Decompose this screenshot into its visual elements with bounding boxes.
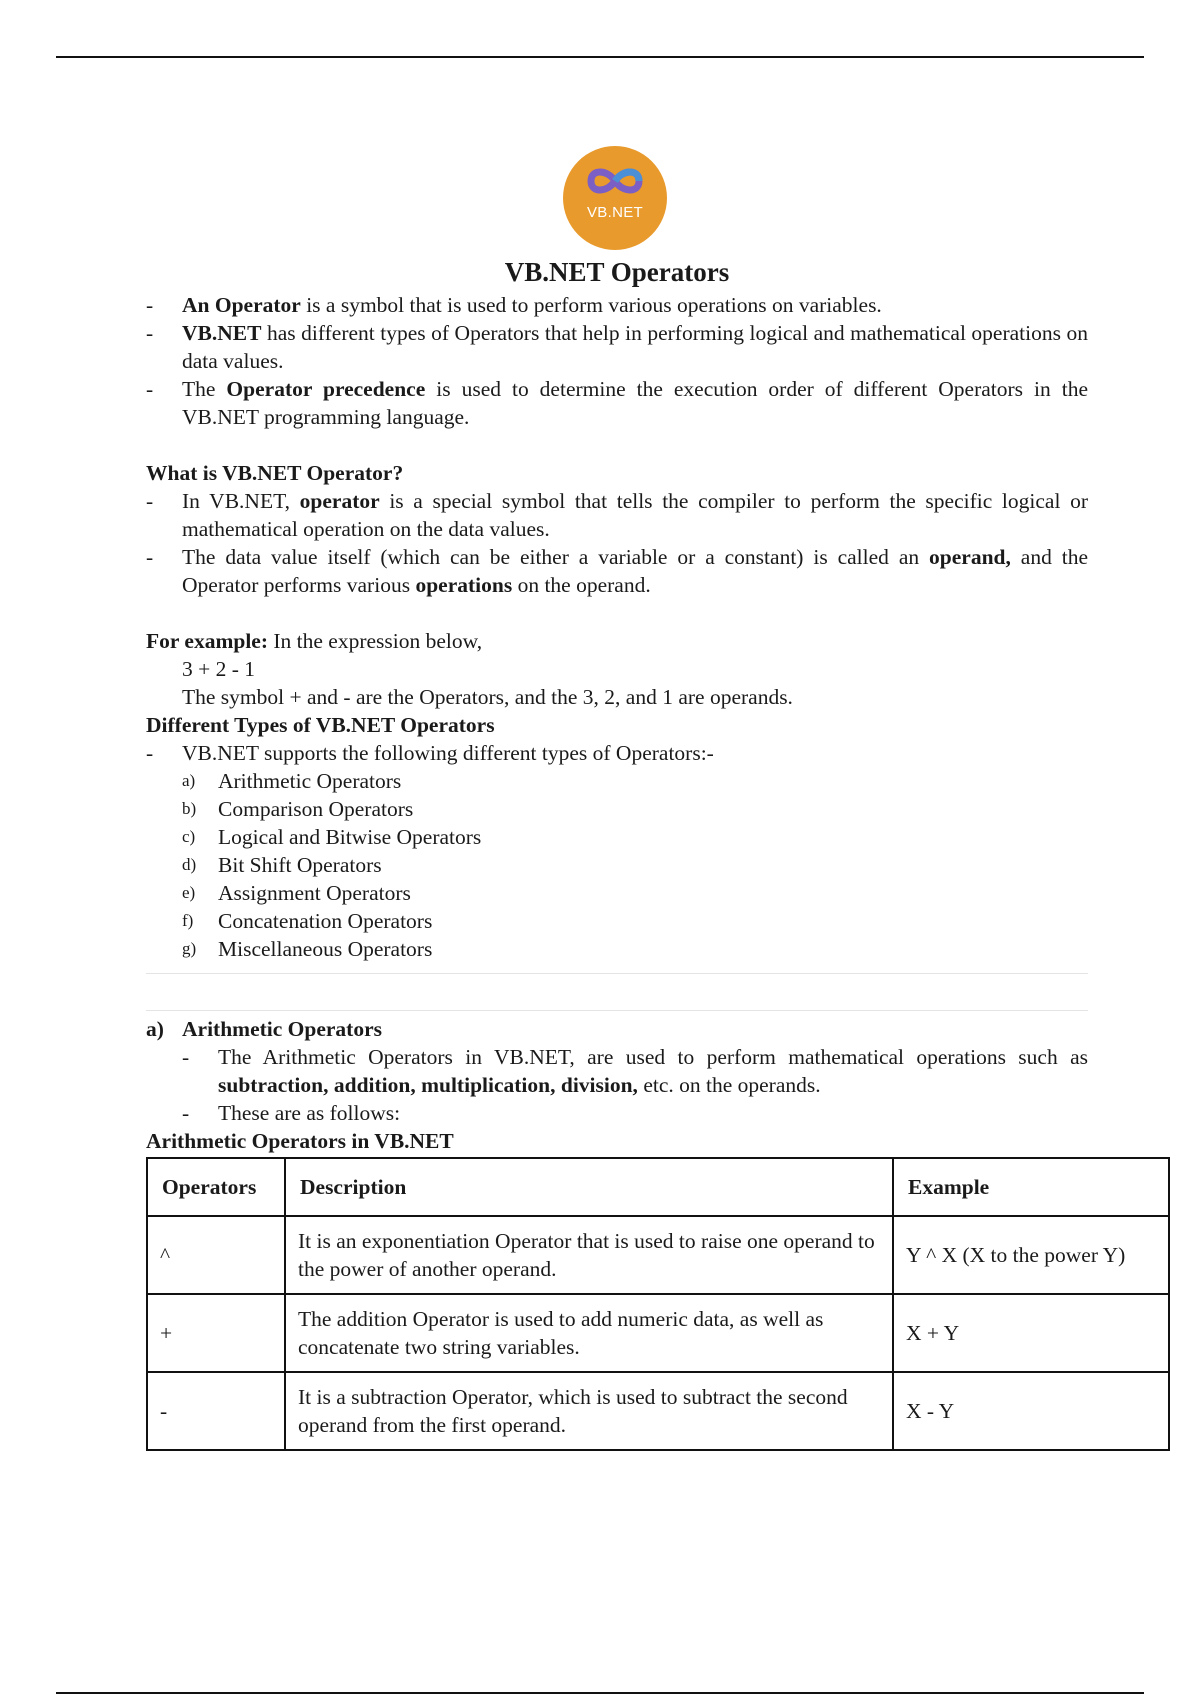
divider [146,973,1088,974]
table-cell-operator: + [147,1294,285,1372]
arithmetic-operators-table [146,1157,1170,1451]
page-title: VB.NET Operators [504,257,730,287]
list-item: c) Logical and Bitwise Operators [182,825,482,849]
example-line: For example: In the expression below, [146,629,483,653]
list-item: - The Arithmetic Operators in VB.NET, are used to perform mathematical operations such as subtraction, addition, multiplication, division, etc. on the operands. [182,1043,1088,1099]
table-cell-example: X + Y [893,1294,1169,1372]
divider [146,1010,1088,1011]
column-header: Operators [147,1158,285,1216]
top-rule [56,56,1144,58]
bottom-rule [56,1692,1144,1694]
list-item: b) Comparison Operators [182,797,414,821]
intro-list [146,291,1088,431]
list-item: d) Bit Shift Operators [182,853,382,877]
list-item: f) Concatenation Operators [182,909,433,933]
list-item: - The Operator precedence is used to determine the execution order of different Operators in the VB.NET programming language. [146,375,1088,431]
example-explanation: The symbol + and - are the Operators, and the 3, 2, and 1 are operands. [182,685,793,709]
table-cell-example: X - Y [893,1372,1169,1450]
table-row [147,1216,1169,1294]
list-item: - These are as follows: [182,1099,1088,1127]
table-cell-example: Y ^ X (X to the power Y) [893,1216,1169,1294]
arith-heading: a) Arithmetic Operators [146,1017,382,1041]
infinity-icon [585,166,645,196]
list-item: - In VB.NET, operator is a special symbol that tells the compiler to perform the specific logical or mathematical operation on the data values. [146,487,1088,543]
table-cell-description: The addition Operator is used to add numeric data, as well as concatenate two string variables. [285,1294,893,1372]
what-heading: What is VB.NET Operator? [146,461,404,485]
table-cell-description: It is an exponentiation Operator that is used to raise one operand to the power of another operand. [285,1216,893,1294]
table-row [147,1294,1169,1372]
table-cell-operator: - [147,1372,285,1450]
what-list [146,487,1088,599]
list-item: - The data value itself (which can be either a variable or a constant) is called an operand, and the Operator performs various operations on the operand. [146,543,1088,599]
arith-list [182,1043,1088,1127]
table-cell-operator: ^ [147,1216,285,1294]
example-expression: 3 + 2 - 1 [182,657,256,681]
types-heading: Different Types of VB.NET Operators [146,713,495,737]
list-item: - VB.NET supports the following different types of Operators:- [146,739,1088,767]
types-list [146,739,1088,767]
list-item: - An Operator is a symbol that is used to perform various operations on variables. [146,291,1088,319]
list-item: g) Miscellaneous Operators [182,937,433,961]
list-item: a) Arithmetic Operators [182,769,402,793]
logo-text: VB.NET [587,204,643,221]
column-header: Example [893,1158,1169,1216]
table-cell-description: It is a subtraction Operator, which is used to subtract the second operand from the first operand. [285,1372,893,1450]
column-header: Description [285,1158,893,1216]
document-body [146,254,1126,1451]
operator-types-list [146,767,1088,963]
list-item: - VB.NET has different types of Operators that help in performing logical and mathematical operations on data values. [146,319,1088,375]
table-row [147,1372,1169,1450]
list-item: e) Assignment Operators [182,881,411,905]
table-header-row [147,1158,1169,1216]
table-caption: Arithmetic Operators in VB.NET [146,1129,454,1153]
vbnet-logo [563,146,667,250]
